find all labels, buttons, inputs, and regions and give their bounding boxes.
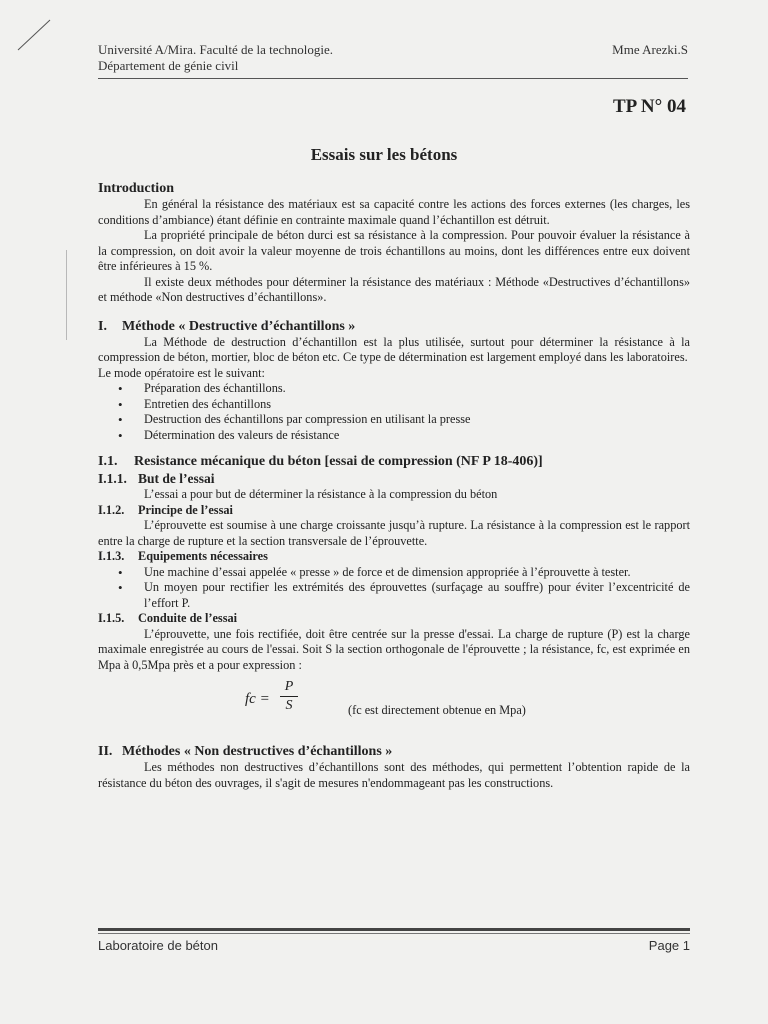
- list-item: • Entretien des échantillons: [98, 397, 690, 413]
- section-1-1-2-heading: [98, 503, 690, 519]
- list-item: • Un moyen pour rectifier les extrémités des éprouvettes (surfaçage au souffre) pour éviter l’excentricité de l’effort P.: [98, 580, 690, 611]
- formula-denominator: S: [285, 697, 293, 713]
- list-item: • Préparation des échantillons.: [98, 381, 690, 397]
- section-1-title: Méthode « Destructive d’échantillons »: [122, 318, 356, 334]
- section-1-1-2-number: I.1.2.: [98, 502, 125, 517]
- section-1-paragraph-1: La Méthode de destruction d’échantillon est la plus utilisée, surtout pour déterminer la résistance à la compression de béton, mortier, bloc de béton etc. Ce type de détermination est largement employé dans les laboratoires.: [98, 334, 690, 364]
- section-1-1-1-text: L’essai a pour but de déterminer la résistance à la compression du béton: [144, 487, 498, 501]
- header-university: Université A/Mira. Faculté de la technologie.: [98, 42, 334, 57]
- section-1-1-3-heading: [98, 549, 690, 565]
- section-1-1-3-number: I.1.3.: [98, 549, 125, 563]
- formula-lhs: fc =: [245, 691, 270, 707]
- section-1-1-2-text: L’éprouvette est soumise à une charge croissante jusqu’à rupture. La résistance à la compression est le rapport entre la charge de rupture et la section transversale de l’éprouvette.: [98, 518, 690, 548]
- scan-artifact-margin: [66, 250, 67, 340]
- intro-paragraph-3: Il existe deux méthodes pour déterminer la résistance des matériaux : Méthode «Destructives d’échantillons» et méthode «Non destructives d’échantillons».: [98, 274, 690, 304]
- header-department: Département de génie civil: [98, 58, 239, 73]
- list-item: • Détermination des valeurs de résistance: [98, 428, 690, 444]
- header-rule: [98, 78, 688, 79]
- list-item: • Destruction des échantillons par compression en utilisant la presse: [98, 412, 690, 428]
- formula-fraction: [280, 679, 298, 713]
- formula-block: [98, 677, 690, 731]
- section-1-1-1-number: I.1.1.: [98, 471, 127, 486]
- scan-artifact-line: [14, 14, 54, 54]
- section-1-1-title: Resistance mécanique du béton [essai de compression (NF P 18-406)]: [134, 454, 543, 469]
- section-1-1-5-heading: [98, 611, 690, 627]
- section-1-heading: [98, 318, 690, 335]
- footer-rule-thin: [98, 933, 690, 934]
- section-1-1-1-heading: [98, 470, 690, 487]
- formula-numerator: P: [284, 679, 294, 694]
- equipment-list: [98, 565, 690, 612]
- header-author: Mme Arezki.S: [612, 42, 688, 57]
- section-1-1-5-text: L’éprouvette, une fois rectifiée, doit être centrée sur la presse d'essai. La charge de rupture (P) est la charge maximale enregistrée au cours de l'essai. Soit S la section orthogonale de l'éprouvette ; la résistance, fc, est exprimée en Mpa à 0,5Mpa près et a pour expression :: [98, 626, 690, 672]
- page-title: Essais sur les bétons: [310, 145, 458, 164]
- document-body: [98, 180, 690, 791]
- footer-rule: [98, 928, 690, 931]
- section-2-number: II.: [98, 744, 113, 759]
- page-header: [98, 42, 688, 74]
- section-2-title: Méthodes « Non destructives d’échantillons »: [122, 744, 393, 759]
- intro-paragraph-1: En général la résistance des matériaux est sa capacité contre les actions des forces externes (les charges, les conditions d’ambiance) étant définie en contrainte maximale quand l’échantillon est détruit.: [98, 197, 690, 227]
- formula-note: (fc est directement obtenue en Mpa): [348, 703, 526, 717]
- intro-paragraph-2: La propriété principale de béton durci est sa résistance à la compression. Pour pouvoir évaluer la résistance à la compression, on doit avoir la valeur moyenne de trois échantillons au moins, dont les différences entre eux doivent être inférieures à 15 %.: [98, 228, 690, 273]
- section-1-1-3-title: Equipements nécessaires: [138, 549, 268, 563]
- footer-lab-name: Laboratoire de béton: [98, 938, 218, 953]
- procedure-list: [98, 381, 690, 443]
- page-number: Page 1: [648, 938, 690, 953]
- page-footer: [98, 938, 690, 953]
- section-2-heading: [98, 743, 690, 760]
- section-1-1-5-title: Conduite de l’essai: [138, 611, 238, 625]
- tp-number: TP N° 04: [612, 96, 686, 117]
- section-1-1-heading: [98, 453, 690, 470]
- list-item: • Une machine d’essai appelée « presse » de force et de dimension appropriée à l’éprouvette à tester.: [98, 565, 690, 581]
- introduction-heading: Introduction: [98, 181, 174, 196]
- section-1-1-number: I.1.: [98, 454, 118, 469]
- section-2-text: Les méthodes non destructives d’échantillons sont des méthodes, qui permettent l’obtention rapide de la résistance du béton des ouvrages, il s'agit de mesures n'endommageant pas les constructions.: [98, 760, 690, 790]
- section-1-number: I.: [98, 318, 107, 334]
- section-1-1-1-title: But de l’essai: [138, 471, 215, 486]
- section-1-1-2-title: Principe de l’essai: [138, 502, 233, 517]
- section-1-paragraph-2: Le mode opératoire est le suivant:: [98, 365, 265, 380]
- section-1-1-5-number: I.1.5.: [98, 611, 125, 625]
